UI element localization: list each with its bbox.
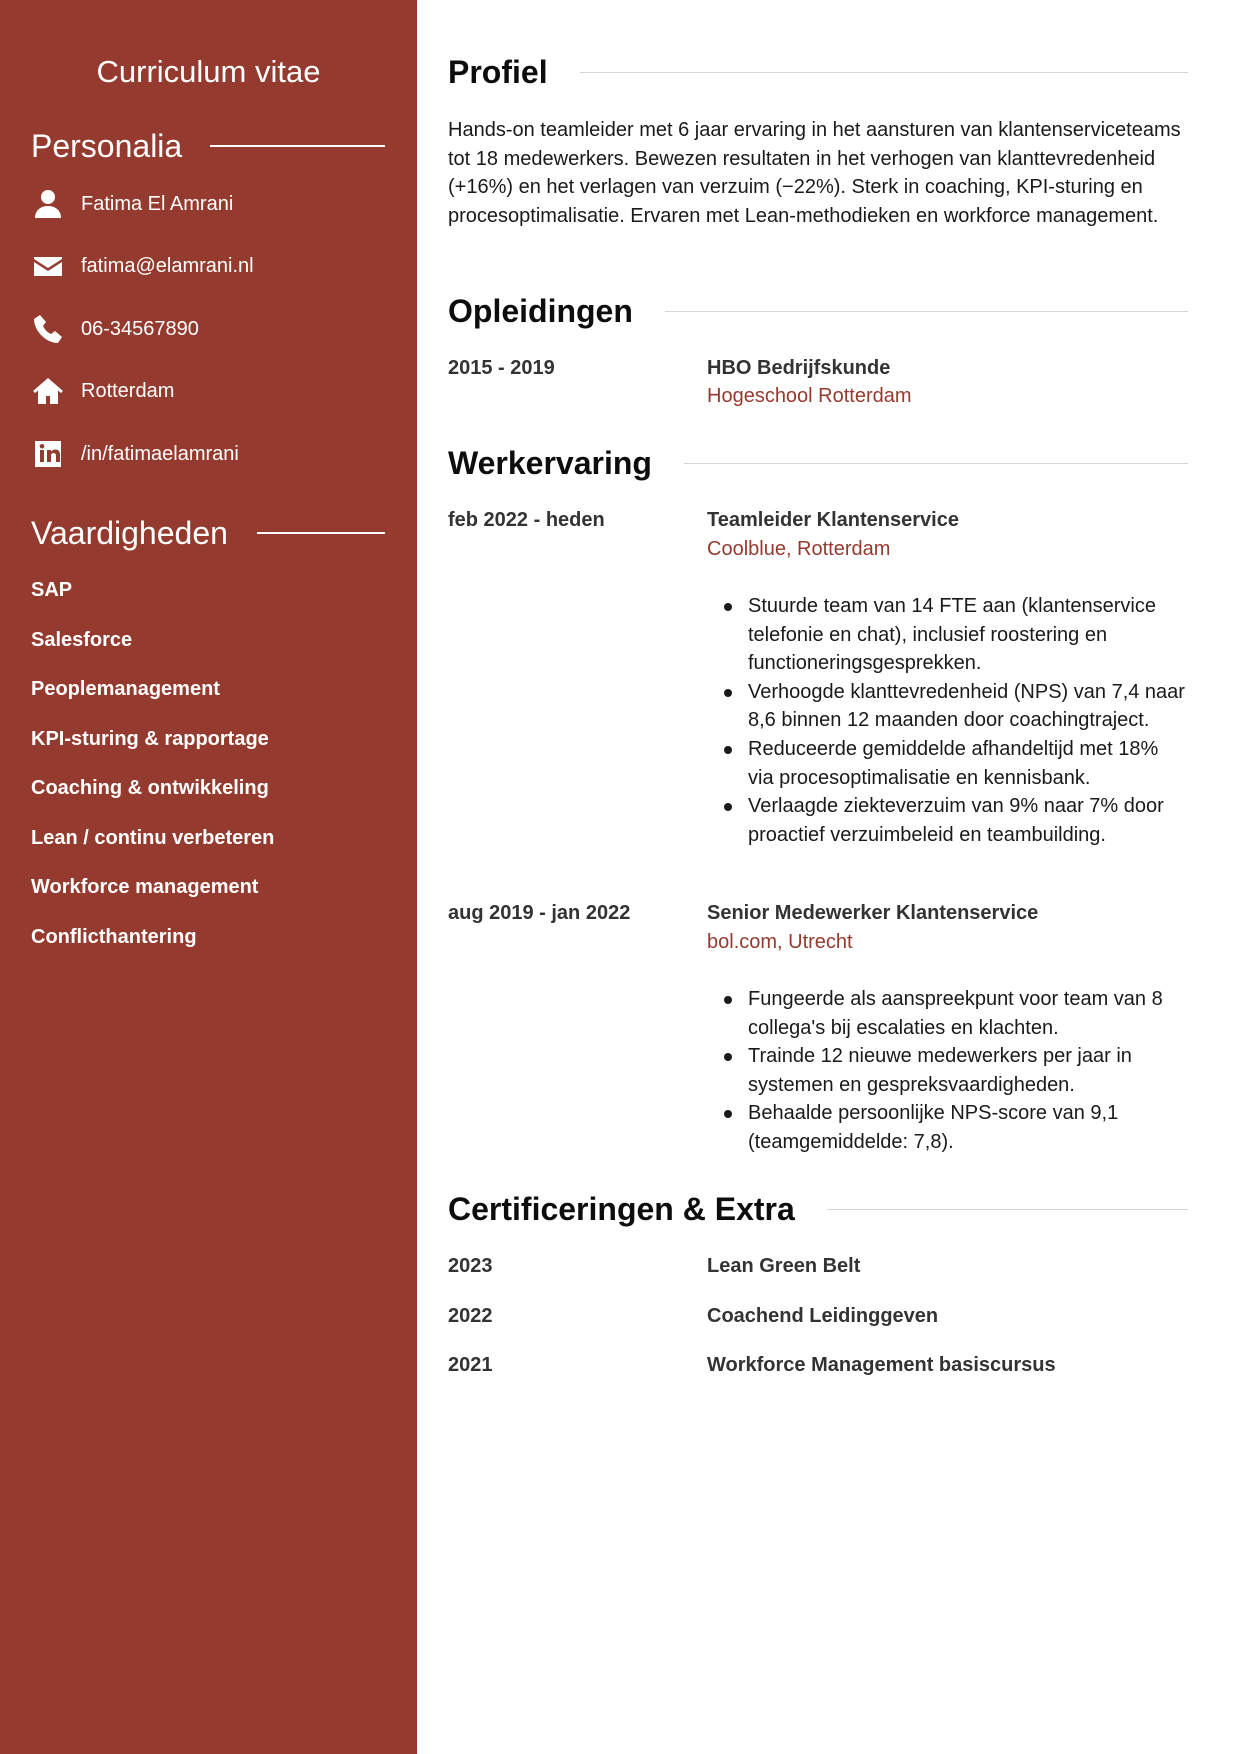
certifications-heading: Certificeringen & Extra (448, 1191, 795, 1227)
skill-item: Lean / continu verbeteren (31, 827, 275, 849)
contact-phone[interactable] (31, 311, 199, 347)
certifications-section-header (448, 1189, 1188, 1229)
skill-item: KPI-sturing & rapportage (31, 728, 269, 750)
certification-title: Lean Green Belt (707, 1255, 861, 1277)
contact-email-text[interactable]: fatima@elamrani.nl (81, 255, 254, 277)
experience-section-header (448, 443, 1188, 483)
education-title: HBO Bedrijfskunde (707, 357, 891, 379)
personalia-divider (210, 145, 385, 147)
education-heading: Opleidingen (448, 293, 633, 329)
skill-item: Coaching & ontwikkeling (31, 777, 269, 799)
bullet-item: Reduceerde gemiddelde afhandeltijd met 18% via procesoptimalisatie en kennisbank. (707, 735, 1188, 792)
certification-title: Workforce Management basiscursus (707, 1354, 1056, 1376)
profile-text: Hands-on teamleider met 6 jaar ervaring in het aansturen van klantenserviceteams tot 18 medewerkers. Bewezen resultaten in het verhogen van klanttevredenheid (+16%) en het verlagen van verzuim (−22%). Sterk in coaching, KPI-sturing en procesoptimalisatie. Ervaren met Lean-methodieken en workforce management. (448, 119, 1181, 227)
skill-item: Workforce management (31, 876, 259, 898)
job-title: Teamleider Klantenservice (707, 509, 959, 531)
job-bullets (707, 985, 1188, 1157)
contact-name (31, 186, 234, 222)
contact-name-text: Fatima El Amrani (81, 193, 234, 215)
linkedin-icon (31, 437, 65, 471)
certification-year: 2022 (448, 1305, 493, 1327)
contact-email[interactable] (31, 248, 254, 284)
skill-item: Salesforce (31, 629, 133, 651)
user-icon (31, 187, 65, 221)
education-section-header (448, 291, 1188, 331)
job-period: feb 2022 - heden (448, 509, 605, 531)
contact-phone-text[interactable]: 06-34567890 (81, 318, 199, 340)
phone-icon (31, 312, 65, 346)
section-divider (580, 72, 1188, 73)
skills-heading: Vaardigheden (31, 515, 228, 551)
profile-heading: Profiel (448, 54, 548, 90)
section-divider (827, 1209, 1188, 1210)
bullet-item: Trainde 12 nieuwe medewerkers per jaar in systemen en gespreksvaardigheden. (707, 1042, 1188, 1099)
skill-item: Conflicthantering (31, 926, 197, 948)
bullet-item: Fungeerde als aanspreekpunt voor team van 8 collega's bij escalaties en klachten. (707, 985, 1188, 1042)
home-icon (31, 374, 65, 408)
contact-linkedin-text[interactable]: /in/fatimaelamrani (81, 443, 239, 465)
bullet-item: Behaalde persoonlijke NPS-score van 9,1 (teamgemiddelde: 7,8). (707, 1099, 1188, 1156)
profile-section-header (448, 52, 1188, 92)
education-school: Hogeschool Rotterdam (707, 385, 912, 407)
section-divider (684, 463, 1188, 464)
job-employer: bol.com, Utrecht (707, 931, 853, 953)
skill-item: Peoplemanagement (31, 678, 220, 700)
certification-title: Coachend Leidinggeven (707, 1305, 939, 1327)
personalia-heading: Personalia (31, 128, 183, 164)
skill-item: SAP (31, 579, 73, 601)
experience-heading: Werkervaring (448, 445, 652, 481)
section-divider (665, 311, 1188, 312)
bullet-item: Stuurde team van 14 FTE aan (klantenservice telefonie en chat), inclusief roostering en functioneringsgesprekken. (707, 592, 1188, 678)
certification-year: 2021 (448, 1354, 493, 1376)
cv-title: Curriculum vitae (96, 54, 321, 89)
contact-location (31, 373, 175, 409)
job-bullets (707, 592, 1188, 849)
contact-location-text: Rotterdam (81, 380, 175, 402)
envelope-icon (31, 249, 65, 283)
job-period: aug 2019 - jan 2022 (448, 902, 631, 924)
education-period: 2015 - 2019 (448, 357, 555, 379)
contact-linkedin[interactable] (31, 436, 239, 472)
bullet-item: Verlaagde ziekteverzuim van 9% naar 7% door proactief verzuimbeleid en teambuilding. (707, 792, 1188, 849)
job-employer: Coolblue, Rotterdam (707, 538, 891, 560)
bullet-item: Verhoogde klanttevredenheid (NPS) van 7,4 naar 8,6 binnen 12 maanden door coachingtraject. (707, 678, 1188, 735)
sidebar (0, 0, 417, 1754)
certification-year: 2023 (448, 1255, 493, 1277)
skills-divider (257, 532, 385, 534)
job-title: Senior Medewerker Klantenservice (707, 902, 1039, 924)
